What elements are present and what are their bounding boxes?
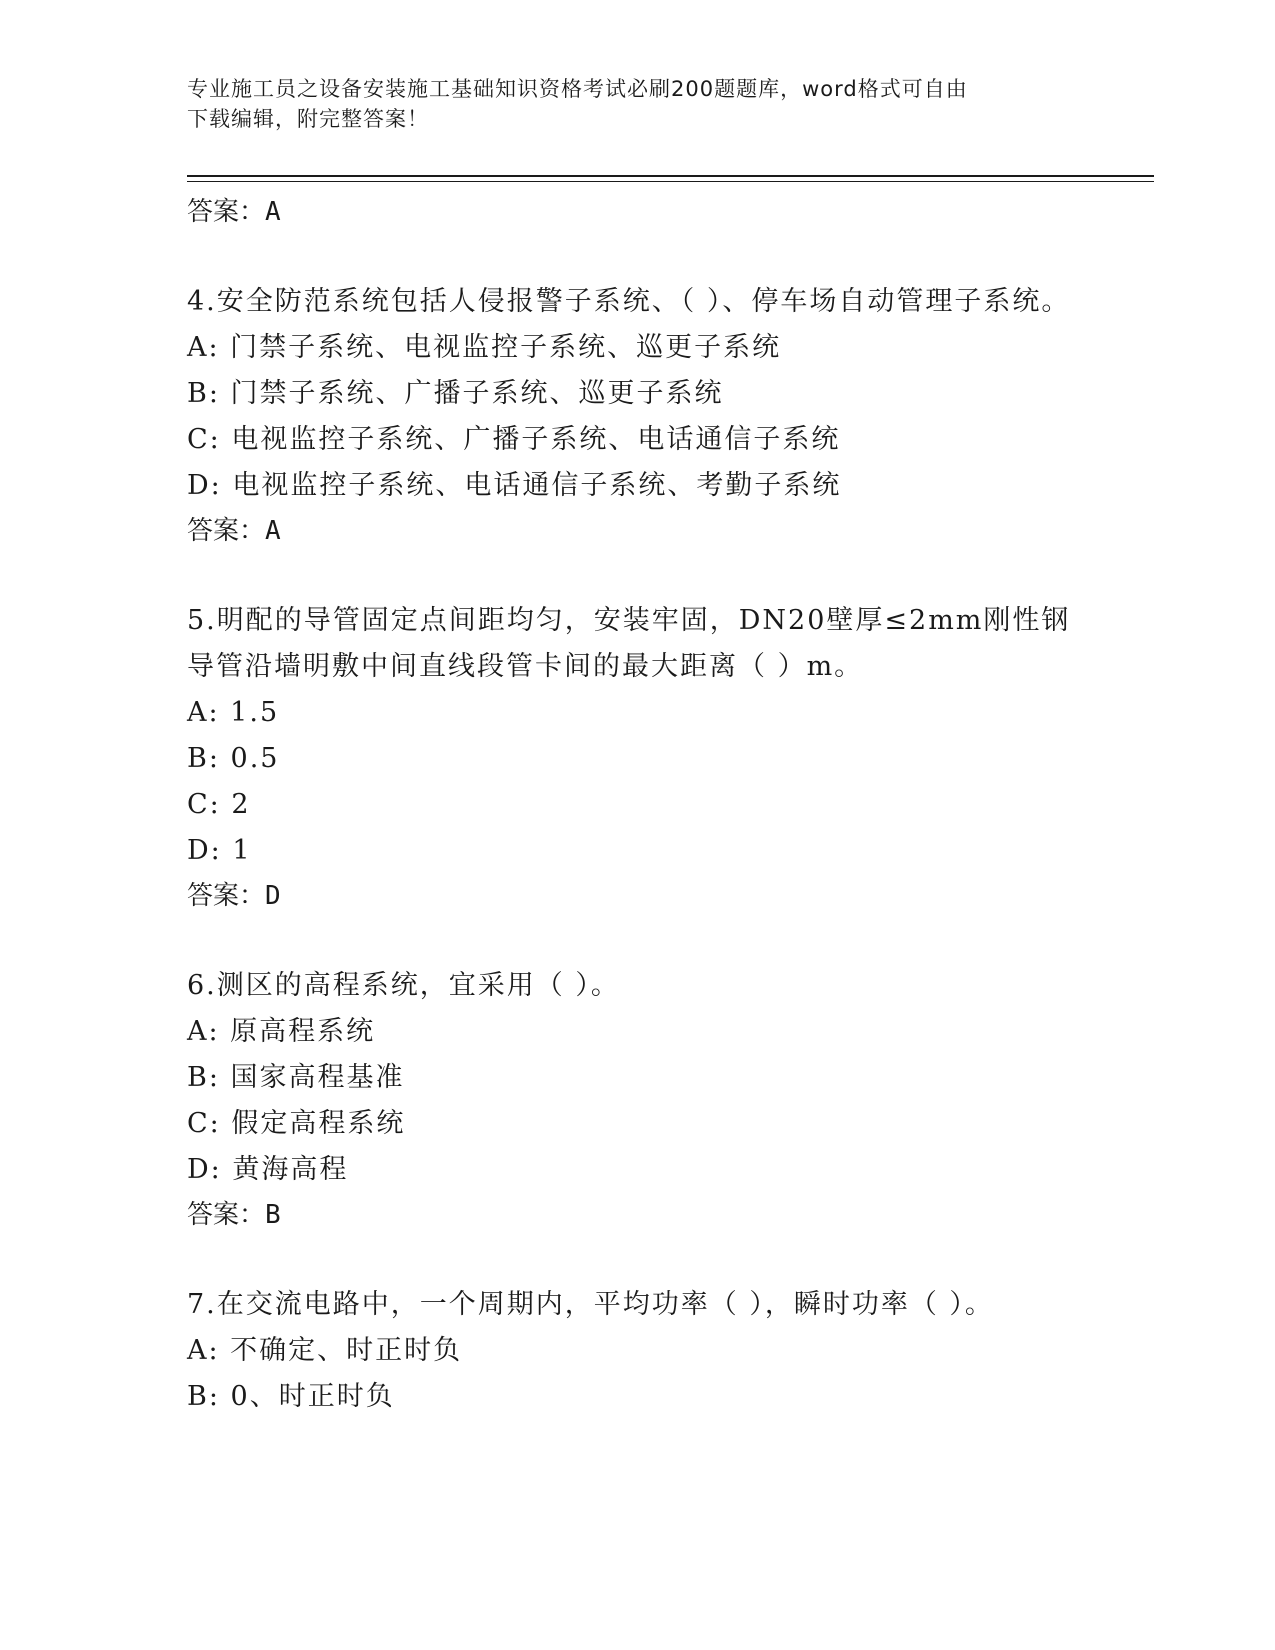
document-header bbox=[187, 74, 1067, 134]
question-6-text: 6.测区的高程系统，宜采用（ ）。 bbox=[187, 970, 620, 1001]
answer-q6: 答案：B bbox=[187, 1200, 281, 1230]
question-5-text: 5.明配的导管固定点间距均匀，安装牢固，DN20壁厚≤2mm刚性钢导管沿墙明敷中间直线段管卡间的最大距离（ ）m。 bbox=[187, 605, 1071, 682]
question-6-option-a: A: 原高程系统 bbox=[187, 1016, 376, 1047]
header-rule-thick bbox=[187, 175, 1154, 177]
question-5-option-c: C: 2 bbox=[187, 789, 251, 820]
question-7 bbox=[187, 1282, 1147, 1420]
question-5-option-d: D: 1 bbox=[187, 835, 252, 866]
question-7-option-b: B: 0、时正时负 bbox=[187, 1381, 395, 1412]
question-list bbox=[187, 190, 1147, 1420]
question-6-option-c: C: 假定高程系统 bbox=[187, 1108, 406, 1139]
header-rule-thin bbox=[187, 181, 1154, 182]
header-line-1: 专业施工员之设备安装施工基础知识资格考试必刷200题题库，word格式可自由 bbox=[187, 77, 968, 101]
question-5-option-b: B: 0.5 bbox=[187, 743, 280, 774]
question-6-option-d: D: 黄海高程 bbox=[187, 1154, 349, 1185]
question-4-text: 4.安全防范系统包括人侵报警子系统、（ ）、停车场自动管理子系统。 bbox=[187, 286, 1071, 317]
question-4-option-d: D: 电视监控子系统、电话通信子系统、考勤子系统 bbox=[187, 470, 842, 501]
answer-q5: 答案：D bbox=[187, 881, 281, 911]
header-line-2: 下载编辑，附完整答案！ bbox=[187, 107, 429, 131]
answer-q4: 答案：A bbox=[187, 516, 281, 546]
question-5-option-a: A: 1.5 bbox=[187, 697, 280, 728]
question-4-option-b: B: 门禁子系统、广播子系统、巡更子系统 bbox=[187, 378, 724, 409]
question-4-option-a: A: 门禁子系统、电视监控子系统、巡更子系统 bbox=[187, 332, 782, 363]
question-5 bbox=[187, 598, 1147, 874]
question-4 bbox=[187, 279, 1147, 509]
question-4-option-c: C: 电视监控子系统、广播子系统、电话通信子系统 bbox=[187, 424, 841, 455]
question-7-option-a: A: 不确定、时正时负 bbox=[187, 1335, 463, 1366]
question-6 bbox=[187, 963, 1147, 1193]
question-6-option-b: B: 国家高程基准 bbox=[187, 1062, 405, 1093]
answer-q3: 答案：A bbox=[187, 197, 281, 227]
question-7-text: 7.在交流电路中，一个周期内，平均功率（ ），瞬时功率（ ）。 bbox=[187, 1289, 994, 1320]
